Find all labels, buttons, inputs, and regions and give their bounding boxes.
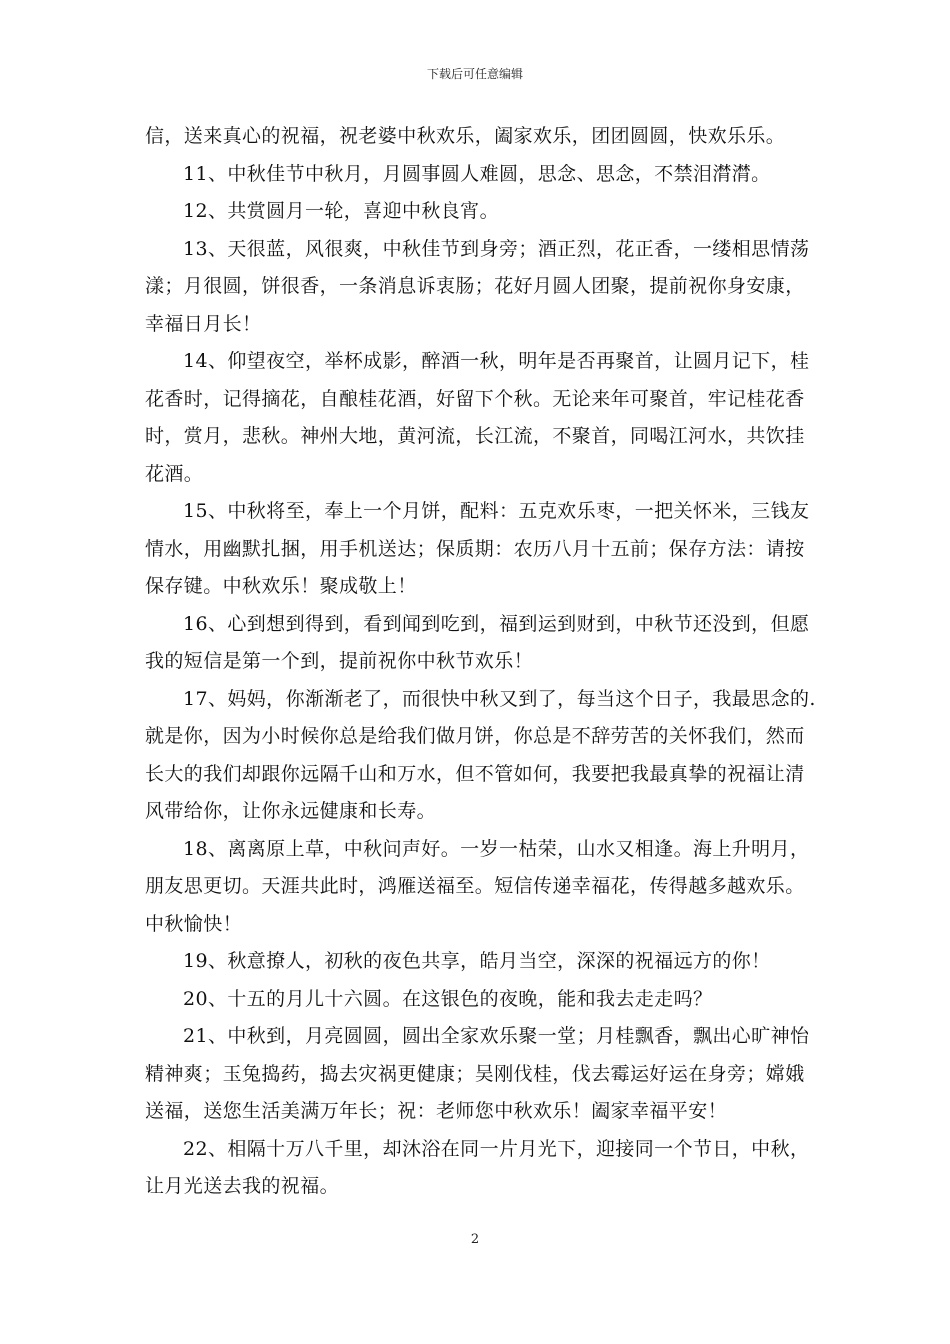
text-line: 15、中秋将至，奉上一个月饼，配料：五克欢乐枣，一把关怀米，三钱友: [183, 500, 810, 522]
text-line: 就是你，因为小时候你总是给我们做月饼，你总是不辞劳苦的关怀我们，然而: [145, 725, 805, 747]
text-line: 时，赏月，悲秋。神州大地，黄河流，长江流，不聚首，同喝江河水，共饮挂: [145, 425, 805, 447]
paragraph-item-16: [145, 606, 810, 681]
text-line: 12、共赏圆月一轮，喜迎中秋良宵。: [183, 200, 499, 222]
text-line: 11、中秋佳节中秋月，月圆事圆人难圆，思念、思念，不禁泪潸潸。: [183, 162, 771, 185]
text-line: 信，送来真心的祝福，祝老婆中秋欢乐，阖家欢乐，团团圆圆，快欢乐乐。: [145, 125, 786, 147]
paragraph-item-22: [145, 1131, 810, 1206]
text-line: 风带给你，让你永远健康和长寿。: [145, 800, 437, 822]
text-line: 16、心到想到得到，看到闻到吃到，福到运到财到，中秋节还没到，但愿: [183, 612, 810, 635]
paragraph-continuation: [145, 118, 807, 156]
text-line: 14、仰望夜空，举杯成影，醉酒一秋，明年是否再聚首，让圆月记下，桂: [183, 350, 810, 372]
text-line: 保存键。中秋欢乐！聚成敬上！: [145, 575, 417, 597]
page-number: 2: [470, 1232, 480, 1247]
text-line: 花香时，记得摘花，自酿桂花酒，好留下个秋。无论来年可聚首，牢记桂花香: [145, 387, 805, 410]
text-line: 我的短信是第一个到，提前祝你中秋节欢乐！: [145, 650, 534, 672]
text-line: 中秋愉快！: [145, 912, 243, 935]
text-line: 19、秋意撩人，初秋的夜色共享，皓月当空，深深的祝福远方的你！: [183, 950, 771, 972]
paragraph-item-15: [145, 493, 810, 606]
paragraph-item-14: [145, 343, 810, 493]
paragraph-item-19: [145, 943, 807, 981]
paragraph-item-17: [145, 681, 816, 831]
paragraph-item-18: [145, 831, 810, 944]
text-line: 20、十五的月儿十六圆。在这银色的夜晚，能和我去走走吗？: [183, 987, 713, 1010]
text-line: 21、中秋到，月亮圆圆，圆出全家欢乐聚一堂；月桂飘香，飘出心旷神怡: [183, 1025, 810, 1047]
paragraph-item-12: [145, 193, 807, 231]
page-header: 下载后可任意编辑: [426, 67, 523, 81]
text-line: 精神爽；玉兔捣药，捣去灾祸更健康；吴刚伐桂，伐去霉运好运在身旁；嫦娥: [145, 1062, 805, 1085]
text-line: 17、妈妈，你渐渐老了，而很快中秋又到了，每当这个日子，我最思念的.: [183, 687, 816, 710]
paragraph-item-20: [145, 981, 807, 1019]
text-line: 13、天很蓝，风很爽，中秋佳节到身旁；酒正烈，花正香，一缕相思情荡: [183, 237, 810, 260]
text-line: 漾；月很圆，饼很香，一条消息诉衷肠；花好月圆人团聚，提前祝你身安康，: [145, 275, 805, 297]
text-line: 朋友思更切。天涯共此时，鸿雁送福至。短信传递幸福花，传得越多越欢乐。: [145, 875, 805, 897]
text-line: 让月光送去我的祝福。: [145, 1175, 340, 1197]
text-line: 情水，用幽默扎捆，用手机送达；保质期：农历八月十五前；保存方法：请按: [145, 537, 805, 560]
text-line: 幸福日月长！: [145, 312, 262, 335]
text-line: 花酒。: [145, 462, 204, 485]
paragraph-item-13: [145, 231, 810, 344]
text-line: 22、相隔十万八千里，却沐浴在同一片月光下，迎接同一个节日，中秋，: [183, 1137, 810, 1160]
text-line: 送福，送您生活美满万年长；祝：老师您中秋欢乐！阖家幸福平安！: [145, 1100, 728, 1122]
paragraph-item-11: [145, 156, 807, 194]
text-line: 18、离离原上草，中秋问声好。一岁一枯荣，山水又相逢。海上升明月，: [183, 837, 810, 860]
paragraph-item-21: [145, 1018, 810, 1131]
document-body: [145, 118, 816, 1206]
text-line: 长大的我们却跟你远隔千山和万水，但不管如何，我要把我最真挚的祝福让清: [145, 762, 805, 785]
